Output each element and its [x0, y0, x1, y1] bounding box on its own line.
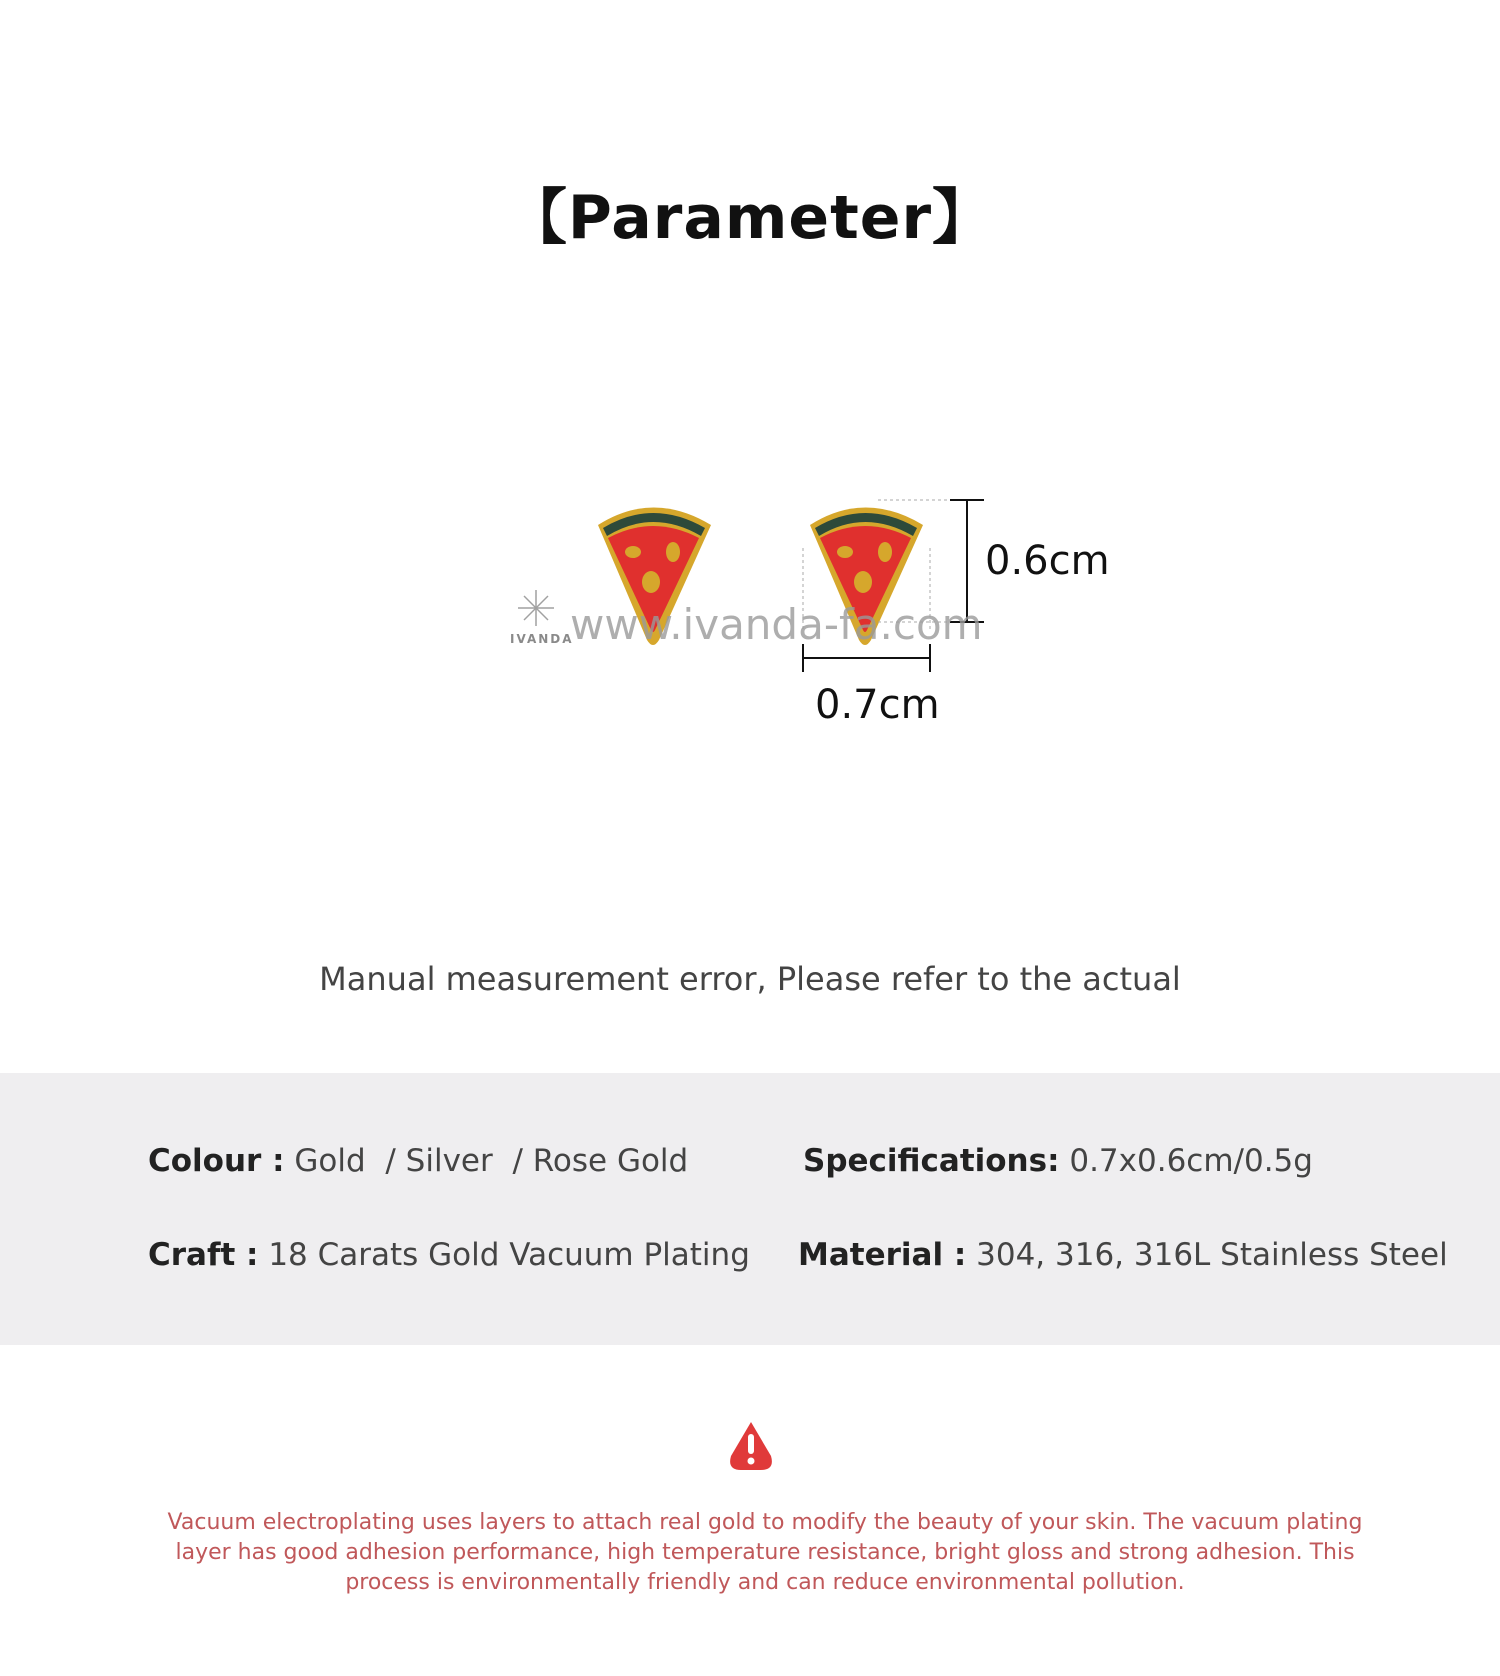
watermark-brand: IVANDA — [510, 632, 574, 646]
spec-colour — [148, 1143, 688, 1179]
spec-craft-label: Craft : — [148, 1237, 259, 1273]
spec-specifications — [803, 1143, 1313, 1179]
spec-material-label: Material : — [798, 1237, 967, 1273]
width-dimension: 0.7cm — [815, 682, 940, 728]
spec-material-value: 304, 316, 316L Stainless Steel — [976, 1237, 1448, 1273]
spec-specifications-label: Specifications: — [803, 1143, 1060, 1179]
spec-panel — [0, 1073, 1500, 1345]
height-dimension: 0.6cm — [985, 538, 1110, 584]
spec-specifications-value: 0.7x0.6cm/0.5g — [1069, 1143, 1313, 1179]
spec-material — [798, 1237, 1448, 1273]
spec-colour-label: Colour : — [148, 1143, 285, 1179]
spec-colour-value: Gold / Silver / Rose Gold — [294, 1143, 689, 1179]
spec-craft — [148, 1237, 750, 1273]
watermark-url: www.ivanda-fa.com — [570, 600, 983, 649]
exclamation-icon — [727, 1420, 775, 1476]
watermark-logo-icon — [518, 590, 554, 626]
page-title: 【Parameter】 — [506, 183, 994, 253]
measurement-note: Manual measurement error, Please refer to the actual — [319, 960, 1181, 998]
spec-craft-value: 18 Carats Gold Vacuum Plating — [268, 1237, 750, 1273]
plating-description: Vacuum electroplating uses layers to attach real gold to modify the beauty of your skin. The vacuum plating layer has good adhesion performance, high temperature resistance, bright gloss and strong adhesion. This process is environmentally friendly and can reduce environmental pollution. — [167, 1510, 1363, 1595]
